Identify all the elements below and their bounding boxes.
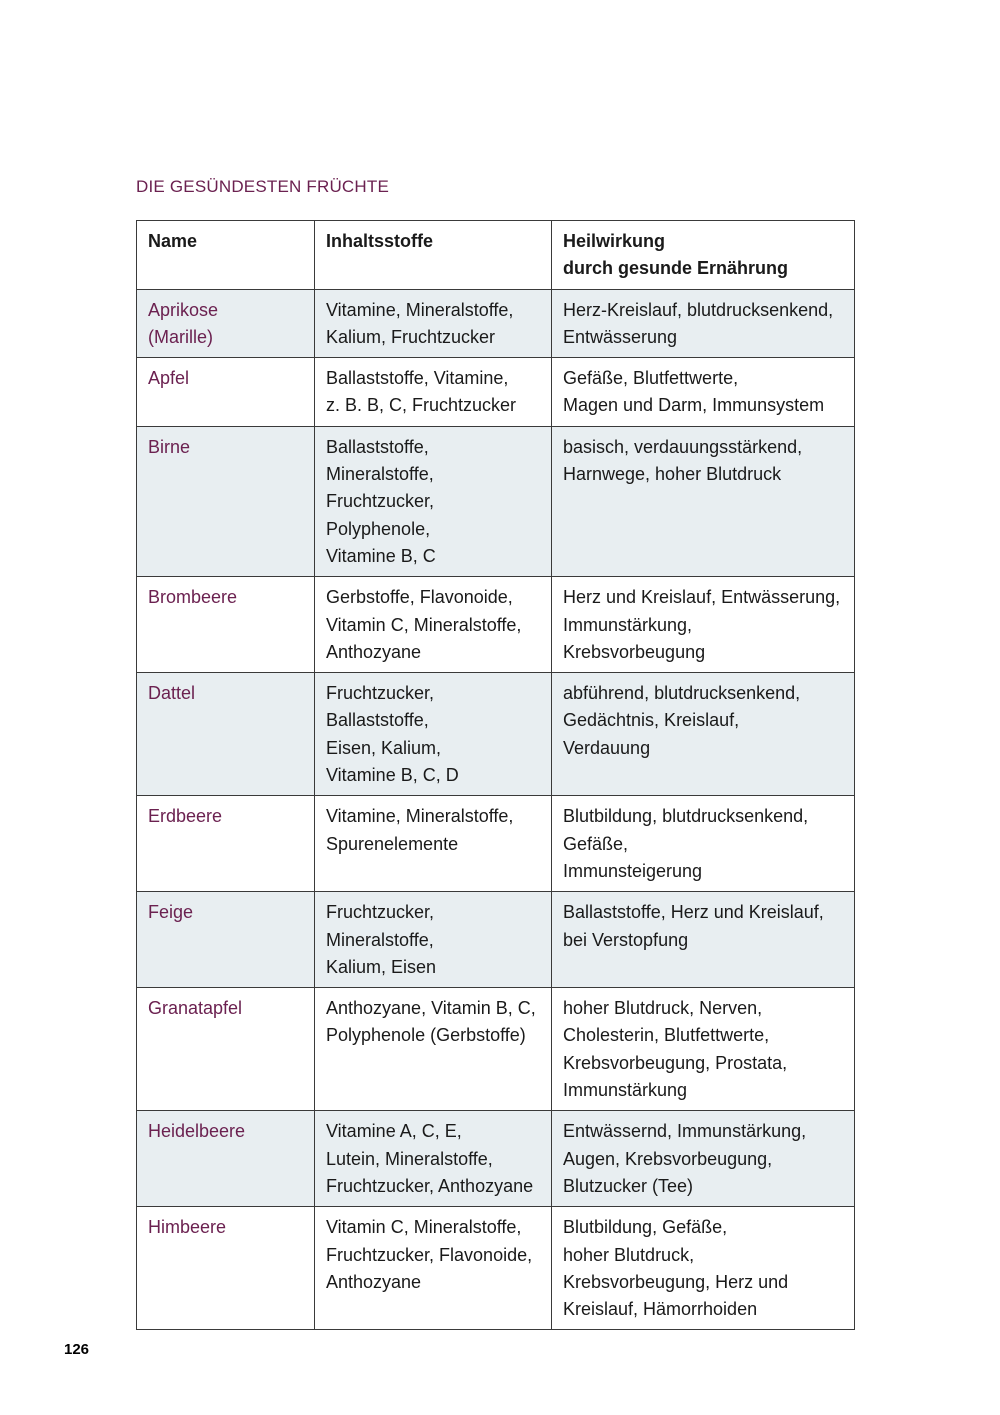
fruit-name: Feige — [137, 892, 315, 988]
table-row — [137, 1111, 855, 1207]
fruit-ingredients: Ballaststoffe, Vitamine, z. B. B, C, Fruchtzucker — [315, 358, 552, 427]
fruit-effect: basisch, verdauungsstärkend, Harnwege, hoher Blutdruck — [552, 426, 855, 576]
fruit-name: Apfel — [137, 358, 315, 427]
fruit-effect: Ballaststoffe, Herz und Kreislauf, bei Verstopfung — [552, 892, 855, 988]
fruit-effect: Entwässernd, Immunstärkung, Augen, Krebsvorbeugung, Blutzucker (Tee) — [552, 1111, 855, 1207]
fruit-name: Himbeere — [137, 1207, 315, 1330]
fruit-name: Brombeere — [137, 577, 315, 673]
table-header-row — [137, 221, 855, 290]
table-row — [137, 796, 855, 892]
fruit-name: Erdbeere — [137, 796, 315, 892]
fruit-ingredients: Vitamine A, C, E, Lutein, Mineralstoffe, Fruchtzucker, Anthozyane — [315, 1111, 552, 1207]
fruit-effect: Gefäße, Blutfettwerte, Magen und Darm, Immunsystem — [552, 358, 855, 427]
fruit-effect: abführend, blutdrucksenkend, Gedächtnis, Kreislauf, Verdauung — [552, 673, 855, 796]
table-row — [137, 988, 855, 1111]
fruit-effect: Blutbildung, blutdrucksenkend, Gefäße, Immunsteigerung — [552, 796, 855, 892]
fruit-name: Aprikose (Marille) — [137, 289, 315, 358]
fruit-effect: Herz und Kreislauf, Entwässerung, Immunstärkung, Krebsvorbeugung — [552, 577, 855, 673]
fruit-ingredients: Anthozyane, Vitamin B, C, Polyphenole (Gerbstoffe) — [315, 988, 552, 1111]
table-row — [137, 577, 855, 673]
table-row — [137, 289, 855, 358]
header-ingredients: Inhaltsstoffe — [315, 221, 552, 290]
page-title: DIE GESÜNDESTEN FRÜCHTE — [136, 177, 390, 196]
fruit-ingredients: Ballaststoffe, Mineralstoffe, Fruchtzucker, Polyphenole, Vitamine B, C — [315, 426, 552, 576]
fruit-ingredients: Vitamin C, Mineralstoffe, Fruchtzucker, Flavonoide, Anthozyane — [315, 1207, 552, 1330]
page-number: 126 — [64, 1341, 90, 1358]
fruit-effect: Blutbildung, Gefäße, hoher Blutdruck, Krebsvorbeugung, Herz und Kreislauf, Hämorrhoiden — [552, 1207, 855, 1330]
fruit-effect: hoher Blutdruck, Nerven, Cholesterin, Blutfettwerte, Krebsvorbeugung, Prostata, Immunstärkung — [552, 988, 855, 1111]
table-row — [137, 358, 855, 427]
table-row — [137, 673, 855, 796]
table-row — [137, 1207, 855, 1330]
fruit-effect: Herz-Kreislauf, blutdrucksenkend, Entwässerung — [552, 289, 855, 358]
fruit-ingredients: Vitamine, Mineralstoffe, Spurenelemente — [315, 796, 552, 892]
fruit-name: Heidelbeere — [137, 1111, 315, 1207]
table-row — [137, 426, 855, 576]
fruit-ingredients: Fruchtzucker, Mineralstoffe, Kalium, Eisen — [315, 892, 552, 988]
header-effect: Heilwirkung durch gesunde Ernährung — [552, 221, 855, 290]
fruit-ingredients: Vitamine, Mineralstoffe, Kalium, Fruchtzucker — [315, 289, 552, 358]
table-row — [137, 892, 855, 988]
fruit-name: Granatapfel — [137, 988, 315, 1111]
header-name: Name — [137, 221, 315, 290]
fruit-name: Birne — [137, 426, 315, 576]
fruit-ingredients: Fruchtzucker, Ballaststoffe, Eisen, Kalium, Vitamine B, C, D — [315, 673, 552, 796]
fruit-table — [136, 220, 855, 1330]
fruit-name: Dattel — [137, 673, 315, 796]
fruit-ingredients: Gerbstoffe, Flavonoide, Vitamin C, Mineralstoffe, Anthozyane — [315, 577, 552, 673]
